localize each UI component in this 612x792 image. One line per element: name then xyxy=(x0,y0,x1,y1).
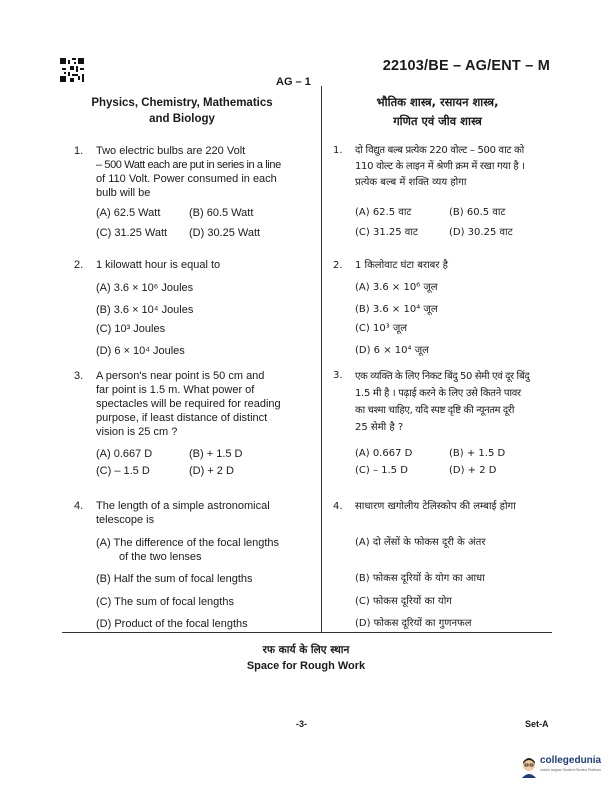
question-line: दो विद्युत बल्ब प्रत्येक 220 वोल्ट – 500 वाट को xyxy=(355,145,524,156)
option-d: (D) फोकस दूरियों का गुणनफल xyxy=(355,618,472,629)
option-d: (D) Product of the focal lengths xyxy=(96,618,248,630)
student-avatar-icon xyxy=(520,756,538,778)
hindi-title-line: भौतिक शास्त्र, रसायन शास्त्र, xyxy=(376,95,499,109)
option-d: (D) 30.25 Watt xyxy=(189,227,261,239)
option-c: (C) 10³ जूल xyxy=(355,323,408,334)
question-line: far point is 1.5 m. What power of xyxy=(96,384,255,396)
option-d: (D) + 2 D xyxy=(449,465,497,476)
option-a: (A) The difference of the focal lengths xyxy=(96,537,280,549)
brand-tagline: India's largest Student Review Platform xyxy=(540,768,601,772)
question-line: प्रत्येक बल्ब में शक्ति व्यय होगा xyxy=(355,177,467,188)
question-line: का चश्मा चाहिए, यदि स्पष्ट दृष्टि की न्यूनतम दूरी xyxy=(355,405,515,416)
bottom-rule xyxy=(62,632,552,633)
option-a: (A) 3.6 × 10⁶ जूल xyxy=(355,282,438,293)
english-title-line: Physics, Chemistry, Mathematics xyxy=(91,97,273,109)
question-line: – 500 Watt each are put in series in a line xyxy=(96,159,281,171)
page-number: -3- xyxy=(296,719,307,729)
option-b: (B) + 1.5 D xyxy=(449,448,506,459)
rough-work-hindi: रफ कार्य के लिए स्थान xyxy=(262,644,350,656)
option-a: (A) 62.5 Watt xyxy=(96,207,161,219)
question-number: 4. xyxy=(74,500,84,512)
question-line: A person's near point is 50 cm and xyxy=(96,370,265,382)
question-line: 25 सेमी है ? xyxy=(355,422,404,433)
option-d: (D) 6 × 10⁴ जूल xyxy=(355,345,429,356)
option-c: (C) 31.25 Watt xyxy=(96,227,168,239)
set-label: Set-A xyxy=(525,719,549,729)
option-c: (C) 10³ Joules xyxy=(96,323,166,335)
option-c: (C) The sum of focal lengths xyxy=(96,596,234,608)
english-title-line: and Biology xyxy=(149,113,215,125)
question-line: एक व्यक्ति के लिए निकट बिंदु 50 सेमी एवं दूर बिंदु xyxy=(355,371,530,382)
question-number: 3. xyxy=(74,370,84,382)
option-d: (D) + 2 D xyxy=(189,465,234,477)
question-number: 3. xyxy=(333,370,343,381)
question-line: 1 किलोवाट घंटा बराबर है xyxy=(355,260,448,271)
rough-work-english: Space for Rough Work xyxy=(246,660,366,672)
question-line: vision is 25 cm ? xyxy=(96,426,178,438)
question-line: purpose, if least distance of distinct xyxy=(96,412,268,424)
column-divider xyxy=(321,86,322,632)
option-c: (C) फोकस दूरियों का योग xyxy=(355,596,452,607)
option-d: (D) 6 × 10⁴ Joules xyxy=(96,345,185,357)
question-line: The length of a simple astronomical xyxy=(96,500,270,512)
question-number: 4. xyxy=(333,501,343,512)
option-c: (C) 31.25 वाट xyxy=(355,227,418,238)
option-c: (C) – 1.5 D xyxy=(355,465,408,476)
option-a: (A) 0.667 D xyxy=(96,448,153,460)
option-b: (B) 3.6 × 10⁴ जूल xyxy=(355,304,438,315)
hindi-title-line: गणित एवं जीव शास्त्र xyxy=(393,114,482,128)
question-line: telescope is xyxy=(96,514,155,526)
option-a: (A) 62.5 वाट xyxy=(355,207,412,218)
question-line: spectacles will be required for reading xyxy=(96,398,281,410)
question-line: 110 वोल्ट के लाइन में श्रेणी क्रम में रखा गया है । xyxy=(355,161,525,172)
question-number: 2. xyxy=(333,260,343,271)
question-number: 1. xyxy=(333,145,343,156)
qr-code-icon xyxy=(60,58,84,82)
question-number: 2. xyxy=(74,259,84,271)
question-line: of 110 Volt. Power consumed in each xyxy=(96,173,277,185)
question-line: bulb will be xyxy=(96,187,151,199)
option-a: (A) दो लेंसों के फोकस दूरी के अंतर xyxy=(355,537,486,548)
question-line: 1.5 मी है । पढ़ाई करने के लिए उसे कितने पावर xyxy=(355,388,521,399)
question-line: 1 kilowatt hour is equal to xyxy=(96,259,221,271)
question-line: साधारण खगोलीय टेलिस्कोप की लम्बाई होगा xyxy=(355,501,516,512)
question-number: 1. xyxy=(74,145,84,157)
paper-code: 22103/BE – AG/ENT – M xyxy=(382,58,550,74)
option-a: (A) 0.667 D xyxy=(355,448,413,459)
booklet-series: AG – 1 xyxy=(276,76,311,88)
option-a-continued: of the two lenses xyxy=(119,551,202,563)
option-b: (B) 60.5 Watt xyxy=(189,207,254,219)
option-d: (D) 30.25 वाट xyxy=(449,227,513,238)
collegedunia-logo xyxy=(520,752,612,782)
brand-name: collegedunia xyxy=(540,755,602,766)
option-b: (B) 3.6 × 10⁴ Joules xyxy=(96,304,194,316)
option-a: (A) 3.6 × 10⁶ Joules xyxy=(96,282,194,294)
hindi-section-title xyxy=(330,93,545,131)
option-c: (C) – 1.5 D xyxy=(96,465,150,477)
option-b: (B) + 1.5 D xyxy=(189,448,243,460)
option-b: (B) 60.5 वाट xyxy=(449,207,506,218)
option-b: (B) फोकस दूरियों के योग का आधा xyxy=(355,573,485,584)
option-b: (B) Half the sum of focal lengths xyxy=(96,573,253,585)
english-section-title xyxy=(62,95,302,127)
question-line: Two electric bulbs are 220 Volt xyxy=(96,145,246,157)
